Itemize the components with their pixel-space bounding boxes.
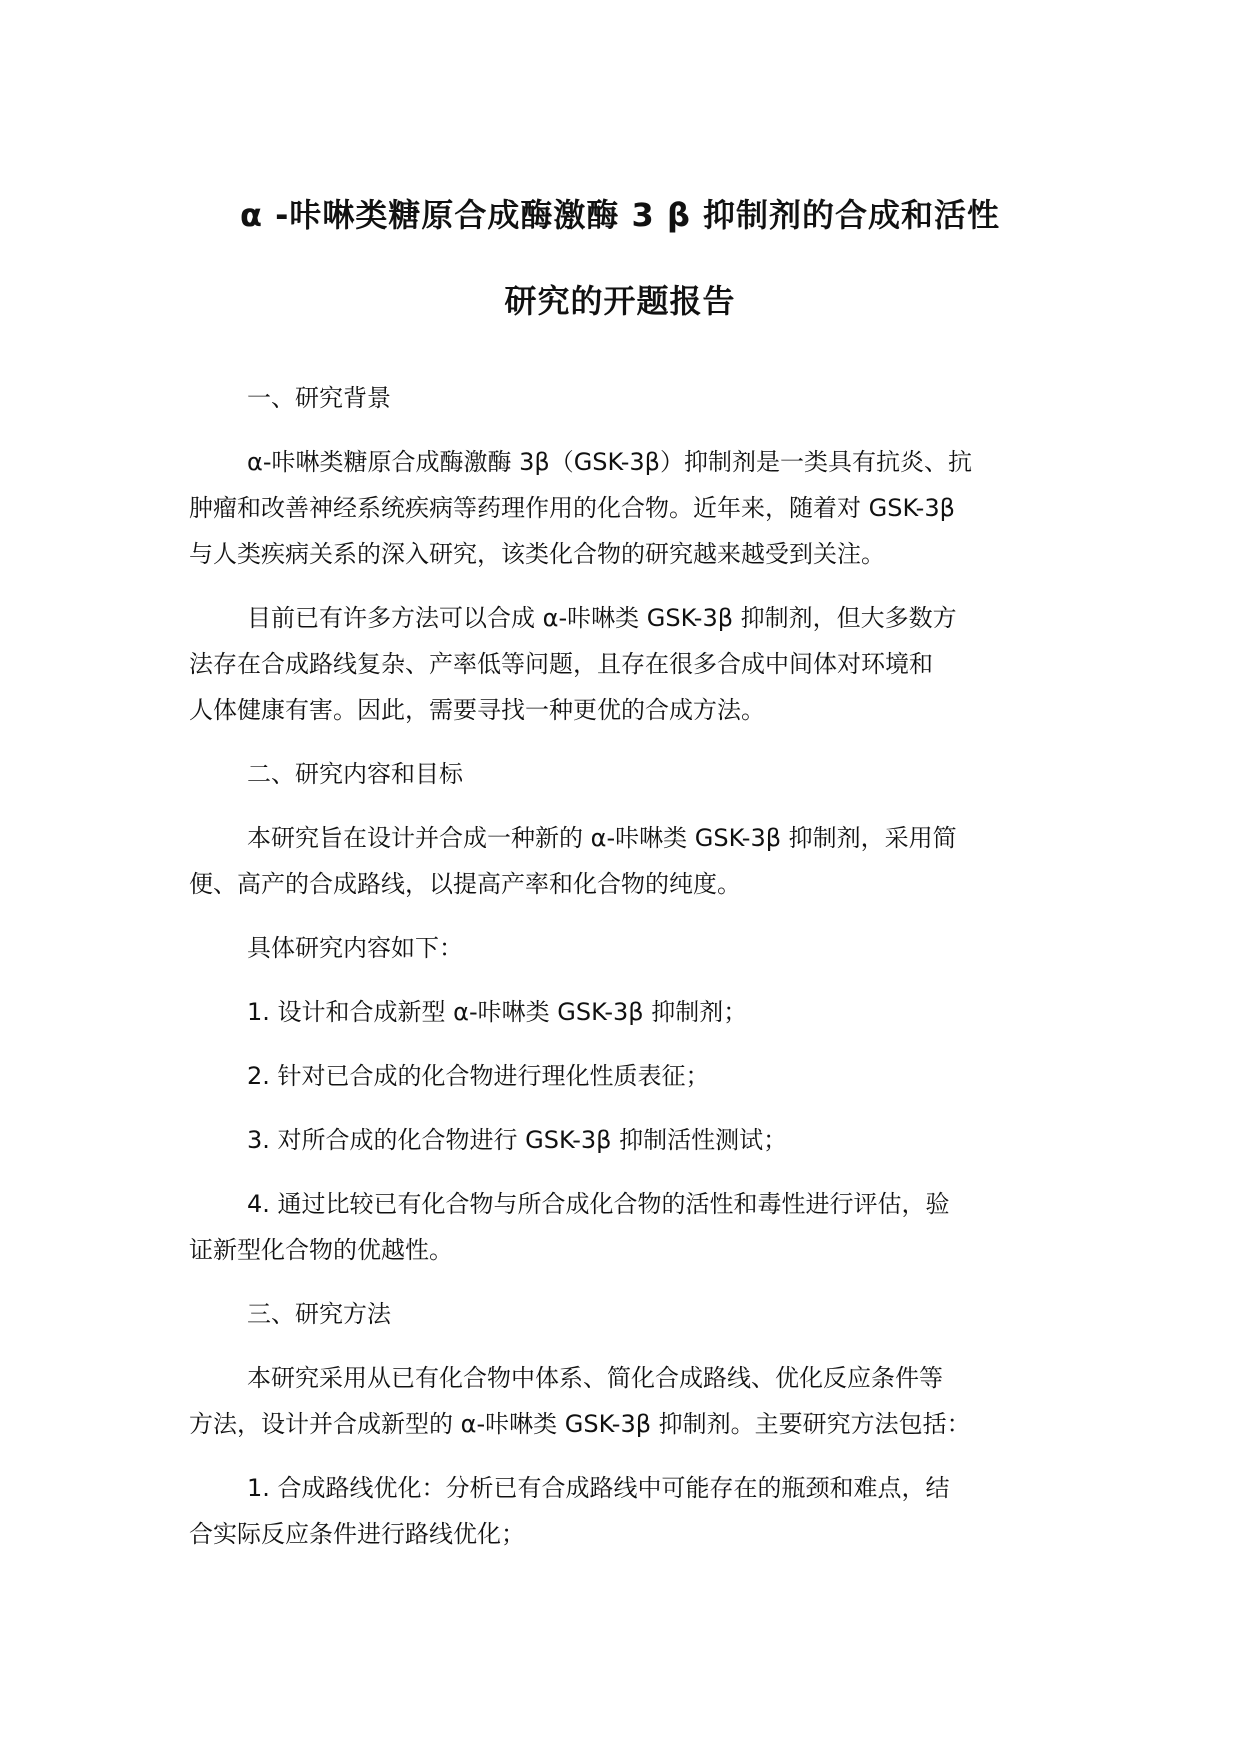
text-line: 法存在合成路线复杂、产率低等问题，且存在很多合成中间体对环境和: [189, 650, 933, 678]
paragraph-background-2: [189, 595, 1069, 733]
document-body: [189, 375, 1069, 1575]
section-heading-method: [189, 1291, 1069, 1337]
section-heading-content: [189, 751, 1069, 797]
document-title: [140, 172, 1100, 344]
text-line: 具体研究内容如下：: [247, 934, 463, 962]
list-item-method-1: [189, 1465, 1069, 1557]
list-item-content-4: [189, 1181, 1069, 1273]
text-line: α-咔啉类糖原合成酶激酶 3β（GSK-3β）抑制剂是一类具有抗炎、抗: [247, 448, 972, 476]
section-heading-background: [189, 375, 1069, 421]
text-line: 三、研究方法: [247, 1300, 391, 1328]
text-line: 方法，设计并合成新型的 α-咔啉类 GSK-3β 抑制剂。主要研究方法包括：: [189, 1410, 971, 1438]
paragraph-content-1: [189, 815, 1069, 907]
text-line: 一、研究背景: [247, 384, 391, 412]
text-line: 2. 针对已合成的化合物进行理化性质表征；: [247, 1062, 710, 1090]
paragraph-background-1: [189, 439, 1069, 577]
title-line: α -咔啉类糖原合成酶激酶 3 β 抑制剂的合成和活性: [239, 196, 1000, 234]
text-line: 证新型化合物的优越性。: [189, 1236, 453, 1264]
paragraph-content-2: [189, 925, 1069, 971]
text-line: 便、高产的合成路线，以提高产率和化合物的纯度。: [189, 870, 741, 898]
list-item-content-3: [189, 1117, 1069, 1163]
text-line: 4. 通过比较已有化合物与所合成化合物的活性和毒性进行评估，验: [247, 1190, 950, 1218]
text-line: 与人类疾病关系的深入研究，该类化合物的研究越来越受到关注。: [189, 540, 885, 568]
text-line: 肿瘤和改善神经系统疾病等药理作用的化合物。近年来，随着对 GSK-3β: [189, 494, 955, 522]
text-line: 合实际反应条件进行路线优化；: [189, 1520, 525, 1548]
text-line: 3. 对所合成的化合物进行 GSK-3β 抑制活性测试；: [247, 1126, 788, 1154]
text-line: 人体健康有害。因此，需要寻找一种更优的合成方法。: [189, 696, 765, 724]
title-line: 研究的开题报告: [504, 282, 736, 320]
text-line: 二、研究内容和目标: [247, 760, 463, 788]
text-line: 本研究采用从已有化合物中体系、简化合成路线、优化反应条件等: [247, 1364, 943, 1392]
text-line: 本研究旨在设计并合成一种新的 α-咔啉类 GSK-3β 抑制剂，采用简: [247, 824, 957, 852]
text-line: 1. 合成路线优化：分析已有合成路线中可能存在的瓶颈和难点，结: [247, 1474, 950, 1502]
list-item-content-2: [189, 1053, 1069, 1099]
text-line: 1. 设计和合成新型 α-咔啉类 GSK-3β 抑制剂；: [247, 998, 748, 1026]
text-line: 目前已有许多方法可以合成 α-咔啉类 GSK-3β 抑制剂，但大多数方: [247, 604, 957, 632]
list-item-content-1: [189, 989, 1069, 1035]
paragraph-method-1: [189, 1355, 1069, 1447]
